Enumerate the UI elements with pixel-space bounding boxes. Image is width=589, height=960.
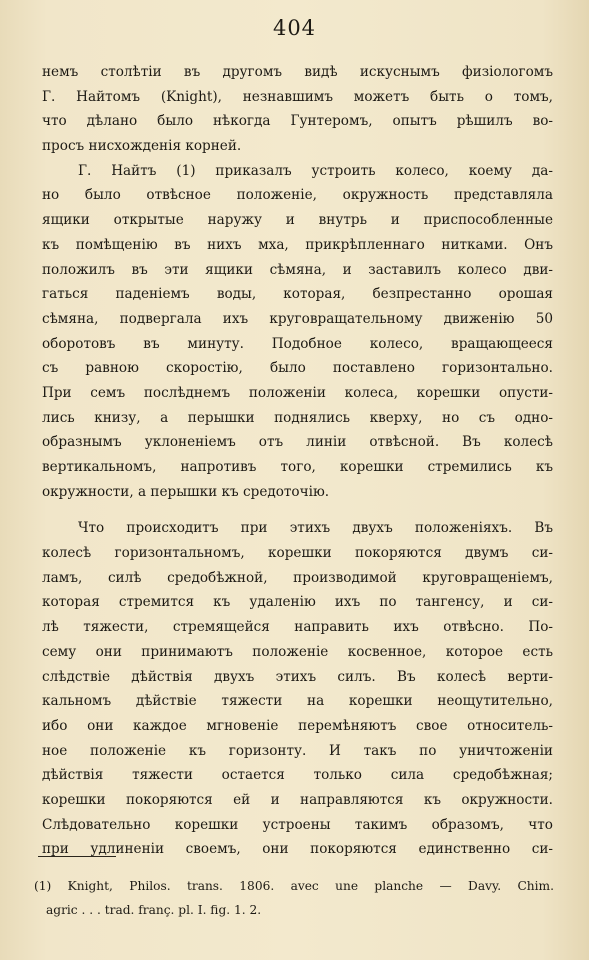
text-line: ящики открытые наружу и внутрь и приспособленные [42, 212, 553, 229]
text-line: колесѣ горизонтальномъ, корешки покоряются двумъ си- [42, 545, 553, 562]
text-line: сему они принимаютъ положеніе косвенное, которое есть [42, 643, 553, 660]
footnote-line: (1) Knight, Philos. trans. 1806. avec une planche — Davy. Chim. [34, 879, 554, 893]
text-line: Слѣдовательно корешки устроены такимъ образомъ, что [42, 816, 553, 833]
text-line: корешки покоряются ей и направляются къ окружности. [42, 791, 553, 808]
text-line: ламъ, силѣ средобѣжной, производимой круговращеніемъ, [42, 569, 553, 586]
text-line: что дѣлано было нѣкогда Гунтеромъ, опытъ рѣшилъ во- [42, 113, 553, 130]
text-line: при удлиненіи своемъ, они покоряются единственно си- [42, 841, 553, 858]
text-line: Что происходитъ при этихъ двухъ положеніяхъ. Въ [78, 520, 553, 537]
paragraph-2 [42, 159, 553, 505]
text-line: которая стремится къ удаленію ихъ по тангенсу, и си- [42, 594, 553, 611]
text-line: Г. Найтъ (1) приказалъ устроить колесо, коему да- [78, 162, 553, 179]
text-line: окружности, а перышки къ средоточію. [42, 483, 330, 500]
text-line: но было отвѣсное положеніе, окружность представляла [42, 187, 553, 204]
text-line: Г. Найтомъ (Knight), незнавшимъ можетъ быть о томъ, [42, 88, 553, 105]
text-line: положилъ въ эти ящики сѣмяна, и заставилъ колесо дви- [42, 261, 553, 278]
text-line: лись книзу, а перышки поднялись кверху, но съ одно- [42, 409, 553, 426]
text-line: сѣмяна, подвергала ихъ круговращательному движенію 50 [42, 310, 553, 327]
paragraph-gap [42, 504, 553, 516]
text-line: немъ столѣтіи въ другомъ видѣ искуснымъ физіологомъ [42, 64, 553, 80]
text-line: При семъ послѣднемъ положеніи колеса, корешки опусти- [42, 384, 553, 401]
text-line: вертикальномъ, напротивъ того, корешки стремились къ [42, 459, 553, 475]
paragraph-1 [42, 60, 553, 159]
text-line: къ помѣщенію въ нихъ мха, прикрѣпленнаго нитками. Онъ [42, 236, 553, 253]
text-line: ибо они каждое мгновеніе перемѣняютъ свое относитель- [42, 717, 553, 734]
text-line: ное положеніе къ горизонту. И такъ по уничтоженіи [42, 742, 553, 759]
text-line: оборотовъ въ минуту. Подобное колесо, вращающееся [42, 335, 553, 352]
paragraph-3 [42, 516, 553, 862]
footnote-divider [38, 856, 116, 857]
text-line: просъ нисхожденія корней. [42, 138, 242, 155]
text-line: съ равною скоростію, было поставлено горизонтально. [42, 360, 553, 377]
text-line: гаться паденіемъ воды, которая, безпрестанно орошая [42, 286, 553, 303]
text-line: слѣдствіе дѣйствія двухъ этихъ силъ. Въ колесѣ верти- [42, 668, 553, 685]
footnote-line: agric . . . trad. franç. pl. I. fig. 1. 2. [46, 903, 262, 917]
text-line: кальномъ дѣйствіе тяжести на корешки неощутительно, [42, 693, 553, 710]
page-number: 404 [272, 16, 317, 40]
footnotes [34, 874, 554, 922]
main-text [42, 60, 553, 862]
text-line: дѣйствія тяжести остается только сила средобѣжная; [42, 767, 553, 784]
text-line: лѣ тяжести, стремящейся направить ихъ отвѣсно. По- [42, 619, 553, 636]
text-line: образнымъ уклоненіемъ отъ линіи отвѣсной. Въ колесѣ [42, 434, 553, 451]
